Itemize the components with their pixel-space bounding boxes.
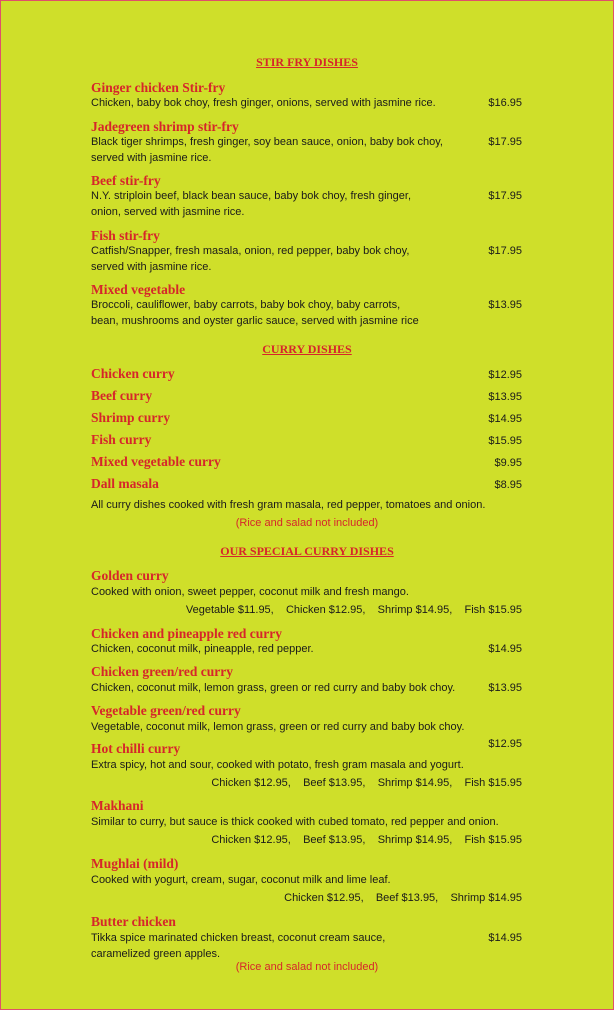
menu-item-variants: Chicken $12.95, Beef $13.95, Shrimp $14.95, Fish $15.95	[211, 834, 522, 846]
menu-item-name: Vegetable green/red curry	[91, 703, 241, 718]
curry-footnote: All curry dishes cooked with fresh gram masala, red pepper, tomatoes and onion.	[91, 499, 486, 511]
menu-item-description: Black tiger shrimps, fresh ginger, soy bean sauce, onion, baby bok choy,	[91, 136, 443, 148]
menu-item-name: Jadegreen shrimp stir-fry	[91, 119, 239, 134]
menu-item-name: Fish stir-fry	[91, 228, 160, 243]
menu-item-price: $9.95	[494, 457, 522, 469]
menu-item-description: Vegetable, coconut milk, lemon grass, green or red curry and baby bok choy.	[91, 721, 465, 733]
menu-item-price: $12.95	[488, 369, 522, 381]
menu-item-price: $14.95	[488, 643, 522, 655]
menu-item-name: Beef stir-fry	[91, 173, 161, 188]
menu-item-variants: Chicken $12.95, Beef $13.95, Shrimp $14.95, Fish $15.95	[211, 777, 522, 789]
menu-item-description: Chicken, coconut milk, lemon grass, green or red curry and baby bok choy.	[91, 682, 456, 694]
menu-item-name: Butter chicken	[91, 914, 176, 929]
menu-item-description: Extra spicy, hot and sour, cooked with potato, fresh gram masala and yogurt.	[91, 759, 464, 771]
stir-fry-heading: STIR FRY DISHES	[256, 55, 358, 69]
menu-item-description: N.Y. striploin beef, black bean sauce, baby bok choy, fresh ginger,	[91, 190, 412, 202]
menu-item-description: served with jasmine rice.	[91, 152, 212, 164]
menu-item-name: Mughlai (mild)	[91, 856, 179, 871]
menu-item-description: Similar to curry, but sauce is thick cooked with cubed tomato, red pepper and onion.	[91, 816, 499, 828]
menu-item-price: $15.95	[488, 435, 522, 447]
menu-item-price: $13.95	[488, 299, 522, 311]
menu-item-price: $14.95	[488, 413, 522, 425]
menu-item-name: Mixed vegetable	[91, 282, 186, 297]
menu-item-name: Beef curry	[91, 388, 153, 403]
menu-item-name: Fish curry	[91, 432, 152, 447]
menu-item-variants: Chicken $12.95, Beef $13.95, Shrimp $14.95	[284, 892, 522, 904]
menu-item-description: caramelized green apples.	[91, 948, 221, 960]
menu-item-name: Shrimp curry	[91, 410, 171, 425]
menu-item-price: $13.95	[488, 391, 522, 403]
menu-item-description: Broccoli, cauliflower, baby carrots, baby bok choy, baby carrots,	[91, 299, 401, 311]
menu-item-description: onion, served with jasmine rice.	[91, 206, 245, 218]
special-curry-heading: OUR SPECIAL CURRY DISHES	[220, 544, 394, 558]
menu-item-price: $13.95	[488, 682, 522, 694]
menu-item-description: Catfish/Snapper, fresh masala, onion, red pepper, baby bok choy,	[91, 245, 410, 257]
rice-note: (Rice and salad not included)	[235, 961, 379, 973]
rice-note: (Rice and salad not included)	[235, 517, 379, 529]
menu-item-name: Ginger chicken Stir-fry	[91, 80, 226, 95]
menu-item-price: $8.95	[494, 479, 522, 491]
menu-item-price: $16.95	[488, 97, 522, 109]
menu-item-name: Chicken and pineapple red curry	[91, 626, 283, 641]
menu-item-description: served with jasmine rice.	[91, 261, 212, 273]
menu-item-price: $17.95	[488, 136, 522, 148]
menu-item-description: Cooked with yogurt, cream, sugar, coconut milk and lime leaf.	[91, 874, 391, 886]
menu-item-name: Hot chilli curry	[91, 741, 181, 756]
menu-item-price: $12.95	[488, 738, 522, 750]
menu-item-name: Chicken curry	[91, 366, 175, 381]
menu-item-name: Mixed vegetable curry	[91, 454, 221, 469]
menu-item-description: Tikka spice marinated chicken breast, coconut cream sauce,	[91, 932, 386, 944]
menu-item-description: Chicken, baby bok choy, fresh ginger, onions, served with jasmine rice.	[91, 97, 436, 109]
menu-item-name: Makhani	[91, 798, 144, 813]
menu-item-description: Cooked with onion, sweet pepper, coconut milk and fresh mango.	[91, 586, 409, 598]
menu-item-name: Golden curry	[91, 568, 169, 583]
menu-item-price: $17.95	[488, 245, 522, 257]
curry-heading: CURRY DISHES	[262, 342, 352, 356]
menu-item-description: bean, mushrooms and oyster garlic sauce, served with jasmine rice	[91, 315, 419, 327]
menu-item-name: Chicken green/red curry	[91, 664, 233, 679]
menu-item-description: Chicken, coconut milk, pineapple, red pepper.	[91, 643, 314, 655]
menu-item-name: Dall masala	[91, 476, 159, 491]
menu-item-price: $17.95	[488, 190, 522, 202]
menu-item-price: $14.95	[488, 932, 522, 944]
menu-item-variants: Vegetable $11.95, Chicken $12.95, Shrimp $14.95, Fish $15.95	[185, 604, 522, 616]
